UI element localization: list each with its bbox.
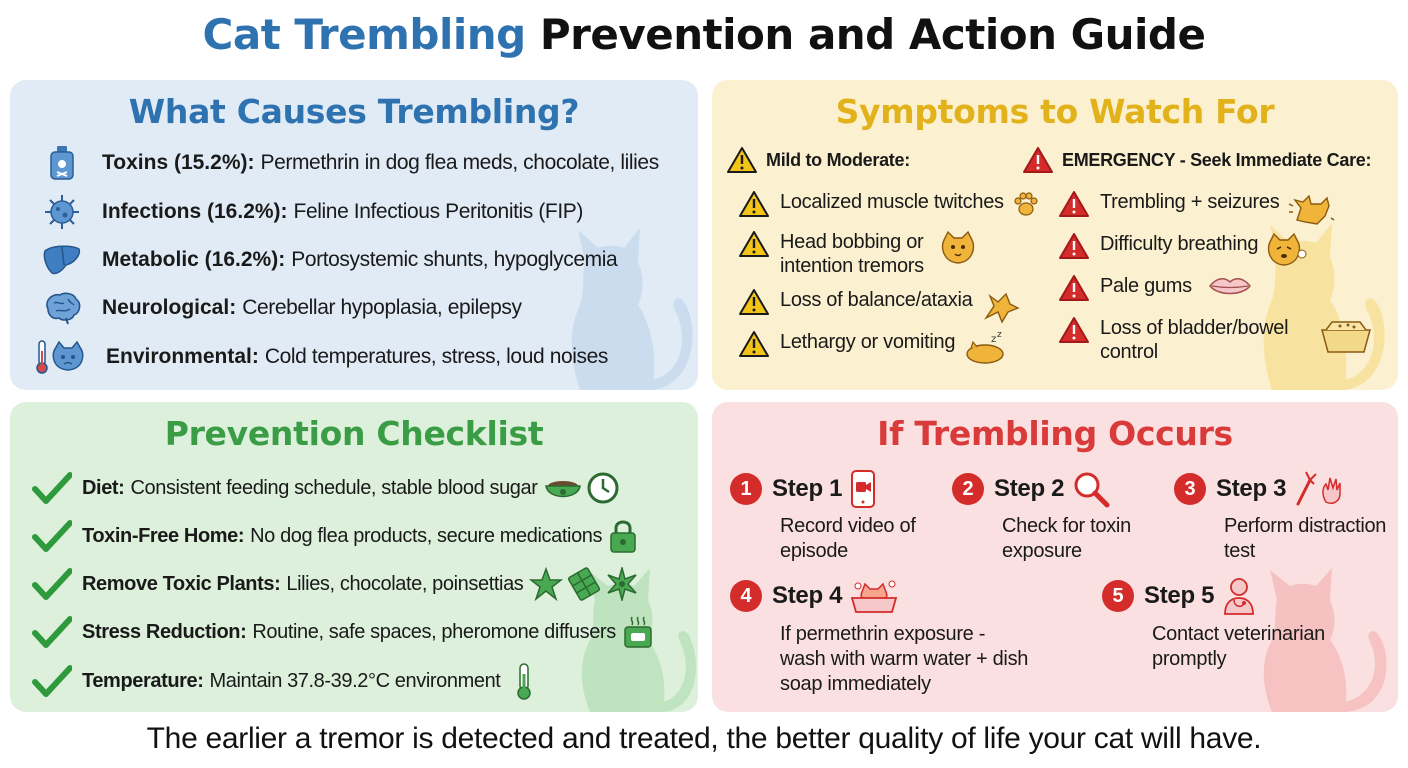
prevention-item	[32, 661, 534, 701]
emergency-icon	[1058, 316, 1090, 344]
cause-label: Neurological:	[102, 296, 237, 319]
step-description: If permethrin exposure - wash with warm water + dish soap immediately	[780, 623, 1029, 695]
checkmark-icon	[32, 519, 76, 553]
warning-icon	[738, 330, 770, 358]
step-5	[1102, 576, 1362, 672]
phone-video-icon	[850, 470, 876, 508]
mild-item	[738, 288, 1020, 324]
cause-label: Metabolic (16.2%):	[102, 248, 286, 271]
chocolate-icon	[567, 567, 601, 601]
cause-text: Cold temperatures, stress, loud noises	[264, 345, 608, 368]
mild-item	[738, 230, 1018, 278]
step-label: Step 3	[1216, 475, 1287, 502]
warning-icon	[726, 146, 758, 174]
step-1	[730, 470, 940, 564]
poison-bottle-icon	[38, 144, 86, 182]
mild-heading-text: Mild to Moderate:	[766, 149, 910, 170]
prevention-heading: Prevention Checklist	[164, 414, 544, 453]
virus-icon	[38, 193, 86, 231]
emergency-item-text: Loss of bladder/bowel control	[1100, 317, 1289, 363]
checkmark-icon	[32, 567, 76, 601]
cat-face-icon	[938, 230, 978, 266]
step-number: 5	[1102, 580, 1134, 612]
emergency-item-text: Difficulty breathing	[1100, 233, 1259, 255]
falling-cat-icon	[980, 288, 1020, 324]
brain-icon	[38, 289, 86, 327]
prevention-text: No dog flea products, secure medications	[250, 524, 603, 547]
prevention-label: Remove Toxic Plants:	[82, 572, 281, 595]
mild-item-text: Localized muscle twitches	[780, 191, 1004, 213]
prevention-item	[32, 564, 639, 604]
cause-text: Portosystemic shunts, hypoglycemia	[291, 248, 618, 271]
causes-heading: What Causes Trembling?	[128, 92, 580, 131]
emergency-heading-text: EMERGENCY - Seek Immediate Care:	[1062, 149, 1372, 170]
cause-item	[38, 193, 583, 231]
footer-note: The earlier a tremor is detected and treated, the better quality of life your cat will have.	[146, 722, 1262, 755]
magnifier-icon	[1072, 470, 1110, 508]
lily-icon	[529, 567, 563, 601]
emergency-icon	[1058, 190, 1090, 218]
emergency-item	[1058, 274, 1252, 302]
prevention-text: Lilies, chocolate, poinsettias	[286, 572, 524, 595]
mild-item-text: Loss of balance/ataxia	[780, 289, 973, 311]
lock-icon	[608, 518, 638, 554]
emergency-heading	[1022, 146, 1371, 174]
prevention-label: Temperature:	[82, 669, 204, 692]
emergency-item	[1058, 232, 1308, 268]
veterinarian-icon	[1222, 576, 1256, 616]
svg-text:z: z	[991, 334, 997, 345]
step-description: Contact veterinarian promptly	[1152, 623, 1325, 670]
mild-item	[738, 330, 1007, 364]
symptoms-heading: Symptoms to Watch For	[835, 92, 1275, 131]
thermometer-cat-icon	[32, 338, 94, 376]
emergency-item	[1058, 190, 1335, 228]
prevention-label: Diet:	[82, 476, 125, 499]
mild-item-text: Head bobbing or intention tremors	[780, 231, 924, 277]
cause-text: Cerebellar hypoplasia, epilepsy	[242, 296, 522, 319]
cat-bath-icon	[850, 576, 898, 616]
emergency-icon	[1022, 146, 1054, 174]
symptoms-panel	[712, 80, 1398, 390]
warning-icon	[738, 288, 770, 316]
step-label: Step 1	[772, 475, 843, 502]
paw-icon	[1012, 190, 1040, 218]
emergency-icon	[1058, 232, 1090, 260]
step-description: Check for toxin exposure	[1002, 515, 1131, 562]
step-description: Perform distraction test	[1224, 515, 1387, 562]
cause-label: Environmental:	[106, 345, 259, 368]
litter-box-icon	[1318, 316, 1374, 356]
prevention-text: Routine, safe spaces, pheromone diffusers	[252, 620, 616, 643]
prevention-label: Stress Reduction:	[82, 620, 247, 643]
mild-heading	[726, 146, 910, 174]
step-label: Step 4	[772, 582, 843, 609]
food-bowl-icon	[544, 474, 582, 502]
cause-text: Feline Infectious Peritonitis (FIP)	[293, 200, 583, 223]
emergency-item	[1058, 316, 1388, 364]
causes-panel	[10, 80, 698, 390]
diffuser-icon	[622, 615, 654, 649]
step-number: 2	[952, 473, 984, 505]
sleeping-cat-icon	[963, 330, 1007, 364]
warning-icon	[738, 230, 770, 258]
checkmark-icon	[32, 664, 76, 698]
cause-item	[38, 241, 617, 279]
step-label: Step 2	[994, 475, 1065, 502]
step-3	[1174, 470, 1387, 564]
cause-item	[38, 289, 522, 327]
emergency-icon	[1058, 274, 1090, 302]
lips-icon	[1208, 274, 1252, 298]
coughing-cat-icon	[1266, 232, 1308, 268]
prevention-text: Maintain 37.8-39.2°C environment	[209, 669, 501, 692]
step-number: 3	[1174, 473, 1206, 505]
step-4	[730, 576, 1050, 697]
title-rest: Prevention and Action Guide	[539, 10, 1206, 59]
action-panel	[712, 402, 1398, 712]
step-2	[952, 470, 1162, 564]
prevention-item	[32, 468, 620, 508]
clock-icon	[586, 471, 620, 505]
prevention-panel	[10, 402, 698, 712]
prevention-item	[32, 612, 654, 652]
mild-item	[738, 190, 1040, 218]
liver-icon	[38, 241, 86, 279]
checkmark-icon	[32, 471, 76, 505]
title-accent: Cat Trembling	[202, 10, 526, 59]
emergency-item-text: Pale gums	[1100, 275, 1192, 297]
cause-label: Toxins (15.2%):	[102, 151, 255, 174]
cause-item	[38, 144, 659, 182]
mild-item-text: Lethargy or vomiting	[780, 331, 956, 353]
step-number: 4	[730, 580, 762, 612]
prevention-text: Consistent feeding schedule, stable blood sugar	[130, 476, 538, 499]
cause-label: Infections (16.2%):	[102, 200, 288, 223]
step-description: Record video of episode	[780, 515, 916, 562]
step-label: Step 5	[1144, 582, 1215, 609]
prevention-item	[32, 516, 638, 556]
action-heading: If Trembling Occurs	[877, 414, 1233, 453]
step-number: 1	[730, 473, 762, 505]
checkmark-icon	[32, 615, 76, 649]
warning-icon	[738, 190, 770, 218]
page-title	[0, 10, 1408, 59]
seizure-cat-icon	[1287, 190, 1335, 228]
emergency-item-text: Trembling + seizures	[1100, 191, 1280, 213]
cause-text: Permethrin in dog flea meds, chocolate, lilies	[260, 151, 659, 174]
thermometer-icon	[514, 662, 534, 700]
prevention-label: Toxin-Free Home:	[82, 524, 245, 547]
cause-item	[32, 338, 608, 376]
wand-toy-hand-icon	[1294, 470, 1348, 508]
svg-text:z: z	[997, 330, 1002, 340]
poinsettia-icon	[605, 567, 639, 601]
